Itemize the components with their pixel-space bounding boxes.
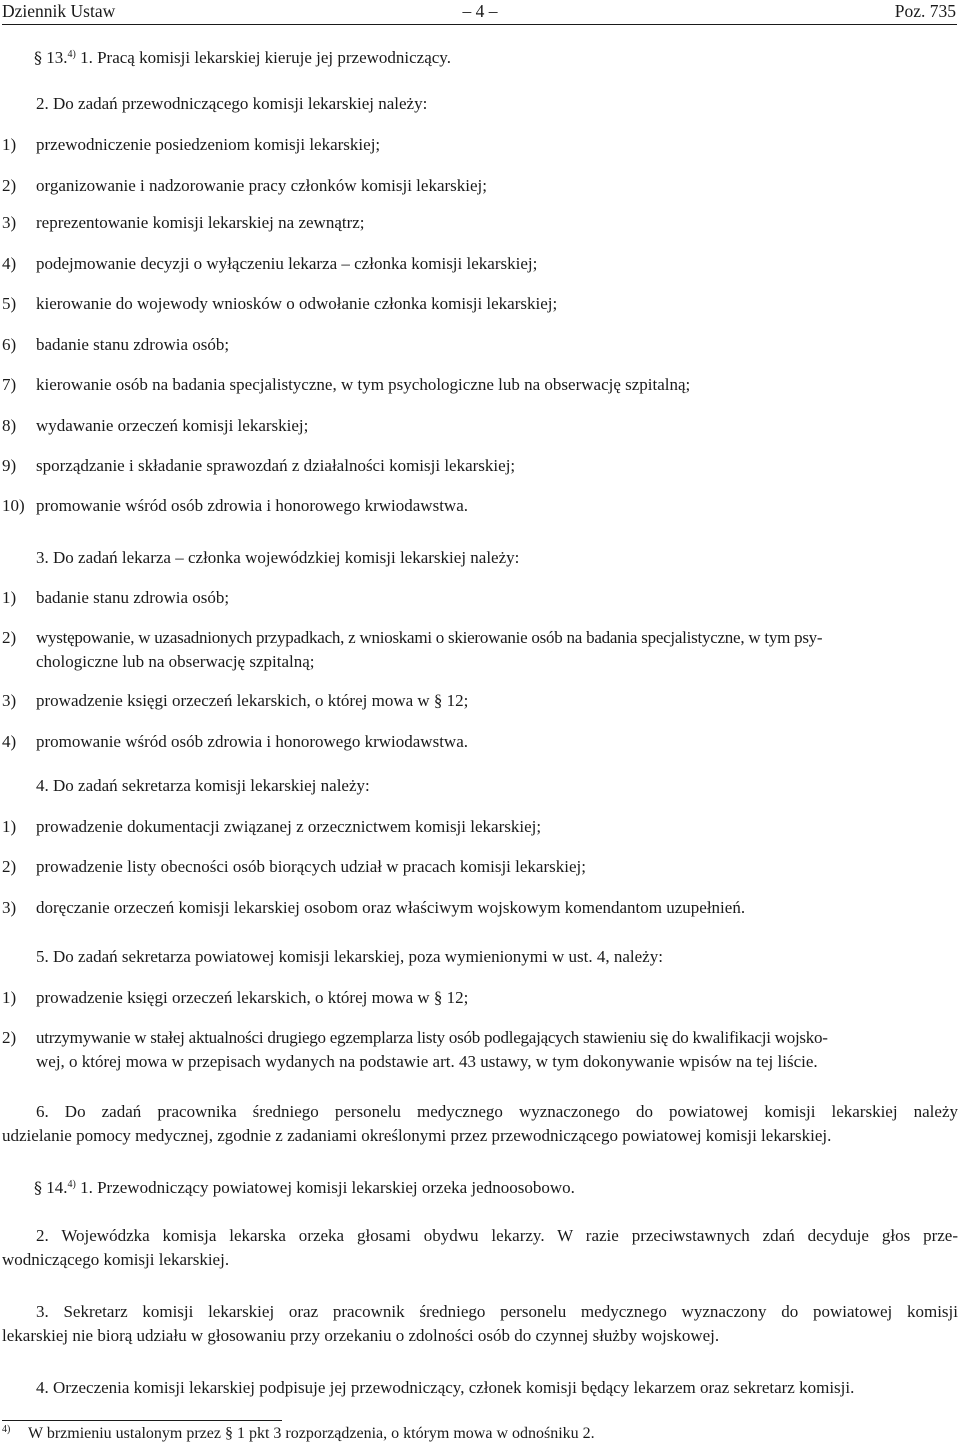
footnote-ref: 4)	[67, 1179, 76, 1190]
para14-ust2-line1: 2. Wojewódzka komisja lekarska orzeka głosami obydwu lekarzy. W razie przeciwstawnych zdań decyduje głos prze-	[36, 1226, 958, 1245]
page-header	[0, 0, 960, 22]
para14-ust3-line2: lekarskiej nie biorą udziału w głosowaniu przy orzekaniu o zdolności osób do czynnej służby wojskowej.	[2, 1326, 720, 1345]
para14-number: 14.	[46, 1178, 68, 1197]
para13-number: 13.	[46, 48, 68, 67]
para14-ust2-line2: wodniczącego komisji lekarskiej.	[2, 1250, 230, 1269]
para14-ust3-line1: 3. Sekretarz komisji lekarskiej oraz pracownik średniego personelu medycznego wyznaczony do powiatowej komisji	[36, 1302, 958, 1321]
position-number: Poz. 735	[894, 1, 956, 21]
journal-title: Dziennik Ustaw	[2, 1, 116, 21]
para14-heading	[34, 1176, 960, 1200]
footnote-ref: 4)	[67, 49, 76, 60]
page-number: – 4 –	[462, 1, 498, 21]
section-sign: §	[34, 1178, 42, 1197]
footnote-divider	[2, 1420, 282, 1421]
para13-ust3-intro: 3. Do zadań lekarza – członka wojewódzkiej komisji lekarskiej należy:	[36, 548, 520, 567]
para13-ust4-intro: 4. Do zadań sekretarza komisji lekarskiej należy:	[36, 776, 370, 795]
para13-ust6-line1: 6. Do zadań pracownika średniego personelu medycznego wyznaczonego do powiatowej komisji lekarskiej należy	[36, 1102, 958, 1121]
header-divider	[2, 24, 957, 25]
footnote-text: W brzmieniu ustalonym przez § 1 pkt 3 rozporządzenia, o którym mowa w odnośniku 2.	[28, 1425, 595, 1442]
para13-ust1: 1. Pracą komisji lekarskiej kieruje jej przewodniczący.	[80, 48, 451, 67]
para13-ust2-intro: 2. Do zadań przewodniczącego komisji lekarskiej należy:	[36, 94, 428, 113]
section-sign: §	[34, 48, 42, 67]
para14-ust4: 4. Orzeczenia komisji lekarskiej podpisuje jej przewodniczący, członek komisji będący lekarzem oraz sekretarz komisji.	[36, 1378, 855, 1397]
para13-ust6-line2: udzielanie pomocy medycznej, zgodnie z zadaniami określonymi przez przewodniczącego powiatowej komisji lekarskiej.	[2, 1126, 832, 1145]
footnote-mark: 4)	[2, 1424, 11, 1435]
para14-ust1: 1. Przewodniczący powiatowej komisji lekarskiej orzeka jednoosobowo.	[80, 1178, 575, 1197]
para13-heading	[34, 46, 960, 70]
footnote	[2, 1423, 952, 1445]
para13-ust5-intro: 5. Do zadań sekretarza powiatowej komisji lekarskiej, poza wymienionymi w ust. 4, należy:	[36, 947, 663, 966]
